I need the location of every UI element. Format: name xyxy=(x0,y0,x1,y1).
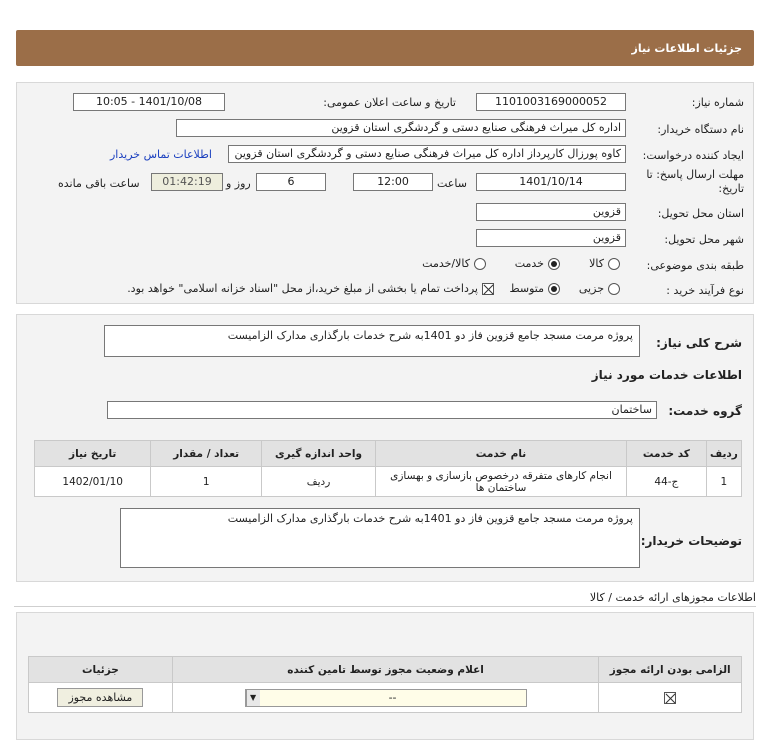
col-details-header: جزئیات xyxy=(29,657,173,683)
cell-date: 1402/01/10 xyxy=(35,467,151,497)
permits-divider xyxy=(14,606,756,607)
buyer-notes-text: پروژه مرمت مسجد جامع قزوین فاز دو 1401به شرح خدمات بارگذاری مدارک الزامیست xyxy=(120,508,640,568)
cell-row: 1 xyxy=(706,467,741,497)
col-required-header: الزامی بودن ارائه مجوز xyxy=(599,657,742,683)
announce-field: 1401/10/08 - 10:05 xyxy=(73,93,225,111)
deadline-date-field: 1401/10/14 xyxy=(476,173,626,191)
payment-note: پرداخت تمام یا بخشی از مبلغ خرید،از محل "اسناد خزانه اسلامی" خواهد بود. xyxy=(127,282,494,295)
creator-field: کاوه پورزال کارپرداز اداره کل میراث فرهنگی صنایع دستی و گردشگری استان قزوین xyxy=(228,145,626,163)
service-group-label: گروه خدمت: xyxy=(668,404,742,418)
permit-status-select[interactable]: -- ▼ xyxy=(245,689,527,707)
cell-required xyxy=(599,683,742,713)
deadline-label: مهلت ارسال پاسخ: تا xyxy=(646,168,744,181)
col-code-header: کد خدمت xyxy=(626,441,706,467)
need-number-field: 1101003169000052 xyxy=(476,93,626,111)
remaining-time-field: 01:42:19 xyxy=(151,173,223,191)
need-number-label: شماره نیاز: xyxy=(691,96,744,109)
remaining-label: ساعت باقی مانده xyxy=(58,177,140,190)
col-qty-header: تعداد / مقدار xyxy=(151,441,262,467)
page-header xyxy=(16,30,754,66)
service-group-field: ساختمان xyxy=(107,401,657,419)
announce-label: تاریخ و ساعت اعلان عمومی: xyxy=(323,96,456,109)
deadline-time-field: 12:00 xyxy=(353,173,433,191)
radio-icon[interactable] xyxy=(608,283,620,295)
view-permit-button[interactable]: مشاهده مجوز xyxy=(57,688,143,707)
days-field: 6 xyxy=(256,173,326,191)
buyer-label: نام دستگاه خریدار: xyxy=(657,123,744,136)
table-row xyxy=(29,683,742,713)
creator-label: ایجاد کننده درخواست: xyxy=(642,149,744,162)
cell-name: انجام کارهای متفرقه درخصوص بازسازی و بهسازی ساختمان ها xyxy=(376,467,627,497)
cell-code: ج-44 xyxy=(626,467,706,497)
chevron-down-icon[interactable]: ▼ xyxy=(246,690,260,706)
radio-selected-icon[interactable] xyxy=(548,258,560,270)
checkbox-checked-icon xyxy=(664,692,676,704)
info-panel xyxy=(16,82,754,304)
radio-icon[interactable] xyxy=(608,258,620,270)
buyer-notes-label: توضیحات خریدار: xyxy=(640,534,742,548)
days-label: روز و xyxy=(226,177,251,190)
deadline-label-2: تاریخ: xyxy=(718,182,744,195)
permits-table xyxy=(28,656,742,713)
province-field: قزوین xyxy=(476,203,626,221)
time-label: ساعت xyxy=(437,177,467,190)
cell-details xyxy=(29,683,173,713)
table-row xyxy=(35,467,742,497)
cell-unit: ردیف xyxy=(262,467,376,497)
cell-status xyxy=(172,683,599,713)
process-option-minor[interactable]: جزیی xyxy=(579,282,620,295)
checkbox-checked-icon[interactable] xyxy=(482,283,494,295)
summary-label: شرح کلی نیاز: xyxy=(656,336,742,350)
city-label: شهر محل تحویل: xyxy=(664,233,744,246)
cell-qty: 1 xyxy=(151,467,262,497)
radio-icon[interactable] xyxy=(474,258,486,270)
col-unit-header: واحد اندازه گیری xyxy=(262,441,376,467)
radio-selected-icon[interactable] xyxy=(548,283,560,295)
process-label: نوع فرآیند خرید : xyxy=(666,284,744,297)
services-title: اطلاعات خدمات مورد نیاز xyxy=(591,368,742,382)
contact-buyer-link[interactable]: اطلاعات تماس خریدار xyxy=(110,148,212,161)
category-label: طبقه بندی موضوعی: xyxy=(646,259,744,272)
permits-title: اطلاعات مجوزهای ارائه خدمت / کالا xyxy=(589,591,756,604)
category-option-service[interactable]: خدمت xyxy=(515,257,560,270)
summary-text: پروژه مرمت مسجد جامع قزوین فاز دو 1401به شرح خدمات بارگذاری مدارک الزامیست xyxy=(104,325,640,357)
category-option-goods[interactable]: کالا xyxy=(589,257,620,270)
buyer-field: اداره کل میراث فرهنگی صنایع دستی و گردشگری استان قزوین xyxy=(176,119,626,137)
col-date-header: تاریخ نیاز xyxy=(35,441,151,467)
col-name-header: نام خدمت xyxy=(376,441,627,467)
category-option-goods-service[interactable]: کالا/خدمت xyxy=(422,257,486,270)
page-title: جزئیات اطلاعات نیاز xyxy=(631,41,742,55)
col-status-header: اعلام وضعیت مجوز توسط تامین کننده xyxy=(172,657,599,683)
city-field: قزوین xyxy=(476,229,626,247)
col-row-header: ردیف xyxy=(706,441,741,467)
province-label: استان محل تحویل: xyxy=(657,207,744,220)
process-option-medium[interactable]: متوسط xyxy=(509,282,560,295)
services-table xyxy=(34,440,742,497)
